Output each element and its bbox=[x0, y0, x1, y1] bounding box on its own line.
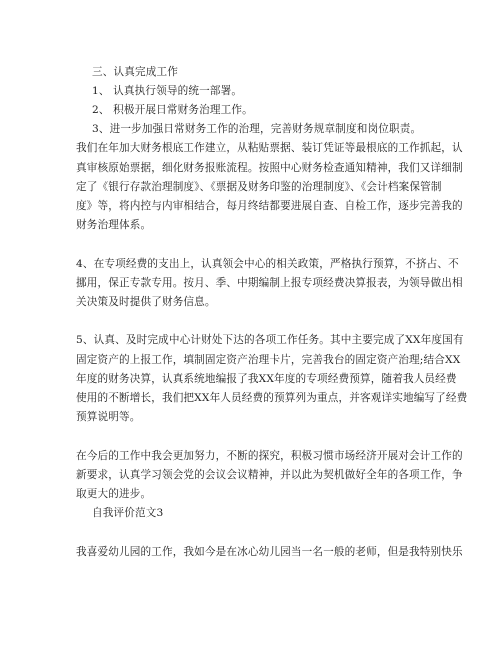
paragraph-line: 新要求，认真学习领会党的会议会议精神，并以此为契机做好全年的各项工作，争 bbox=[76, 469, 463, 481]
paragraph-line: 固定资产的上报工作，填制固定资产治理卡片，完善我台的固定资产治理;结合XX bbox=[76, 354, 461, 366]
list-item: 1、 认真执行领导的统一部署。 bbox=[92, 85, 243, 97]
paragraph-line: 年度的财务决算，认真系统地编报了我XX年度的专项经费预算，随着我人员经费 bbox=[76, 373, 457, 385]
list-item: 3、进一步加强日常财务工作的治理，完善财务规章制度和岗位职责。 bbox=[92, 123, 422, 135]
paragraph-line: 预算说明等。 bbox=[76, 411, 141, 423]
section-heading: 三、认真完成工作 bbox=[92, 66, 178, 78]
paragraph-line: 挪用，保正专款专用。按月、季、中期编制上报专项经费决算报表，为领导做出相 bbox=[76, 277, 463, 289]
paragraph-line: 真审核原始票据，细化财务报账流程。按照中心财务检查通知精神，我们又详细制 bbox=[76, 162, 463, 174]
paragraph-line: 度》等，将内控与内审相结合，每月终结都要进展自查、自检工作，逐步完善我的 bbox=[76, 200, 463, 212]
paragraph-line: 4、在专项经费的支出上，认真领会中心的相关政策，严格执行预算，不挤占、不 bbox=[76, 258, 459, 270]
paragraph-line: 关决策及时提供了财务信息。 bbox=[76, 296, 216, 308]
paragraph-line: 在今后的工作中我会更加努力，不断的探究，积极习惯市场经济开展对会计工作的 bbox=[76, 450, 463, 462]
paragraph-line: 我喜爱幼儿园的工作，我如今是在冰心幼儿园当一名一般的老师，但是我特别快乐 bbox=[76, 546, 463, 558]
list-item: 2、 积极开展日常财务治理工作。 bbox=[92, 104, 253, 116]
paragraph-line: 定了《银行存款治理制度》、《票据及财务印鉴的治理制度》、《会计档案保管制 bbox=[76, 181, 442, 193]
paragraph-line: 财务治理体系。 bbox=[76, 219, 152, 231]
paragraph-line: 取更大的进步。 bbox=[76, 488, 152, 500]
paragraph-line: 我们在年加大财务根底工作建立，从粘贴票据、装订凭证等最根底的工作抓起，认 bbox=[76, 142, 463, 154]
subtitle: 自我评价范文3 bbox=[92, 507, 164, 519]
paragraph-line: 使用的不断增长，我们把XX年人员经费的预算列为重点，并客观详实地编写了经费 bbox=[76, 392, 468, 404]
paragraph-line: 5、认真、及时完成中心计财处下达的各项工作任务。其中主要完成了XX年度国有 bbox=[76, 334, 464, 346]
